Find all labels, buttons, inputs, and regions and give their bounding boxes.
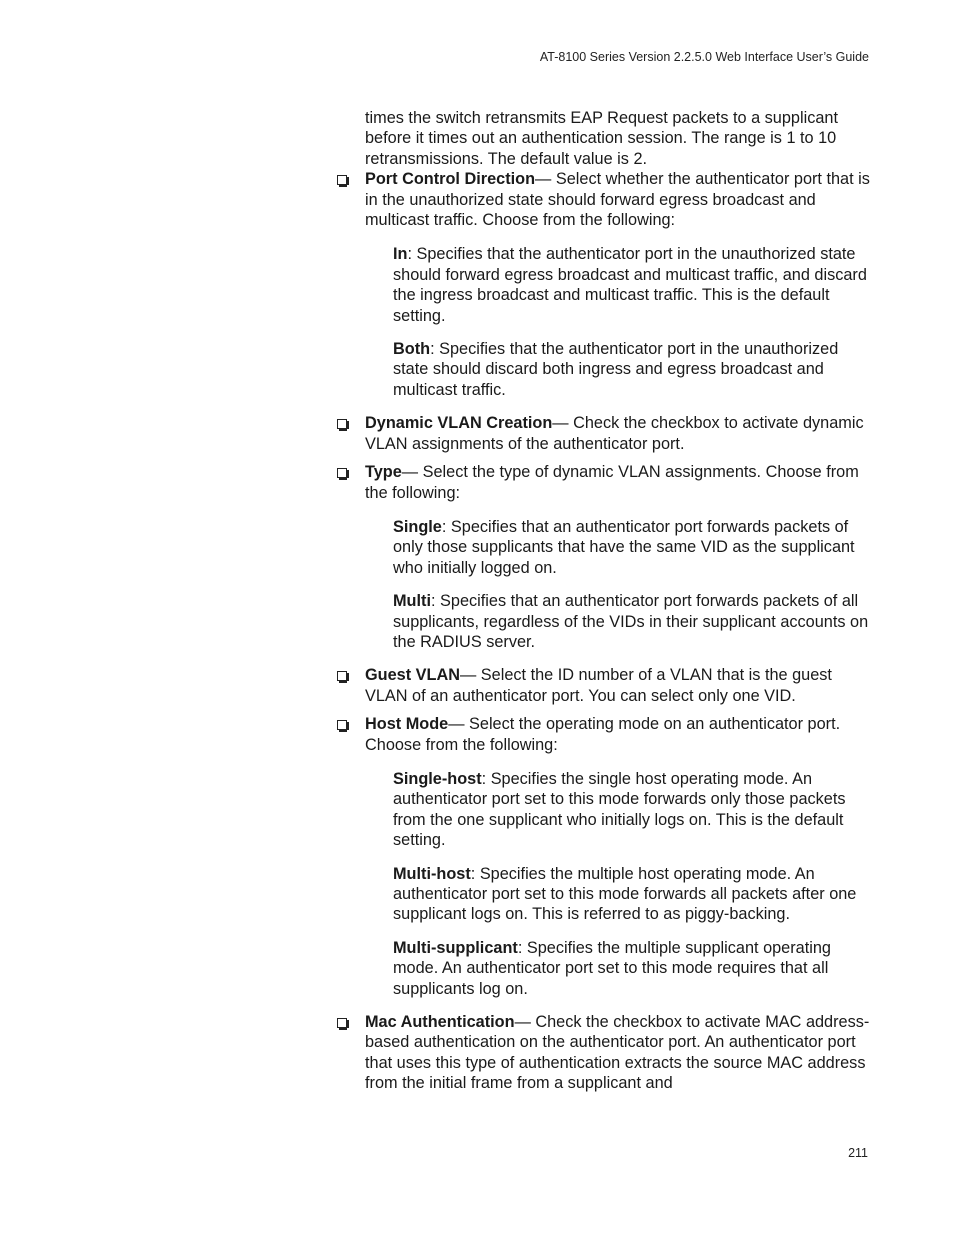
- option-item: [393, 769, 870, 851]
- list-item: [365, 665, 870, 706]
- checkbox-bullet-icon: [337, 720, 347, 730]
- option-item: [393, 517, 870, 578]
- option-text: : Specifies the multiple supplicant operating mode. An authenticator port set to this mode requires that all supplicants log on.: [393, 938, 831, 998]
- item-text: — Select the ID number of a VLAN that is the guest VLAN of an authenticator port. You can select only one VID.: [365, 666, 832, 705]
- item-text: — Select the type of dynamic VLAN assignments. Choose from the following:: [365, 463, 859, 502]
- option-list: [393, 517, 870, 652]
- body-content: [365, 108, 870, 1102]
- item-term: Port Control Direction: [365, 170, 536, 189]
- option-term: Single-host: [393, 769, 482, 788]
- item-term: Dynamic VLAN Creation: [365, 414, 553, 433]
- option-item: [393, 591, 870, 652]
- item-text: — Check the checkbox to activate MAC address-based authentication on the authenticator port. An authenticator port that uses this type of authentication extracts the source MAC address from the initial frame from a supplicant and: [365, 1013, 870, 1093]
- item-term: Guest VLAN: [365, 666, 460, 685]
- checkbox-bullet-icon: [337, 1018, 347, 1028]
- option-text: : Specifies the multiple host operating mode. An authenticator port set to this mode forwards all packets after one supplicant logs on. This is referred to as piggy-backing.: [393, 864, 857, 924]
- item-term: Host Mode: [365, 715, 449, 734]
- checkbox-bullet-icon: [337, 671, 347, 681]
- checkbox-bullet-icon: [337, 419, 347, 429]
- option-term: Multi: [393, 592, 431, 611]
- checkbox-bullet-icon: [337, 175, 347, 185]
- list-item: [365, 169, 870, 400]
- option-text: : Specifies that an authenticator port forwards packets of only those supplicants that have the same VID as the supplicant who initially logged on.: [393, 517, 855, 577]
- item-term: Type: [365, 463, 402, 482]
- option-list: [393, 244, 870, 400]
- list-item: [365, 462, 870, 652]
- option-term: Single: [393, 517, 442, 536]
- page-number: 211: [848, 1146, 868, 1160]
- option-term: In: [393, 245, 408, 264]
- item-term: Mac Authentication: [365, 1013, 515, 1032]
- option-text: : Specifies that an authenticator port forwards packets of all supplicants, regardless of the VIDs in their supplicant accounts on the RADIUS server.: [393, 592, 869, 651]
- intro-paragraph: times the switch retransmits EAP Request packets to a supplicant before it times out an authentication session. The range is 1 to 10 retransmissions. The default value is 2.: [365, 109, 838, 168]
- item-text: — Select whether the authenticator port that is in the unauthorized state should forward egress broadcast and multicast traffic. Choose from the following:: [365, 170, 870, 230]
- option-term: Both: [393, 340, 431, 359]
- option-term: Multi-host: [393, 864, 471, 883]
- option-term: Multi-supplicant: [393, 938, 518, 957]
- list-item: [365, 714, 870, 999]
- option-item: [393, 938, 870, 999]
- option-item: [393, 864, 870, 925]
- option-item: [393, 244, 870, 326]
- list-item: [365, 1012, 870, 1094]
- running-header: AT-8100 Series Version 2.2.5.0 Web Interface User’s Guide: [539, 50, 869, 64]
- list-item: [365, 413, 870, 454]
- item-text: — Check the checkbox to activate dynamic VLAN assignments of the authenticator port.: [365, 414, 864, 453]
- option-text: : Specifies the single host operating mode. An authenticator port set to this mode forwards only those packets from the one supplicant who initially logs on. This is the default setting.: [393, 769, 846, 850]
- option-text: : Specifies that the authenticator port in the unauthorized state should forward egress broadcast and multicast traffic, and discard the ingress broadcast and multicast traffic. This is the default setting.: [393, 245, 867, 325]
- item-text: — Select the operating mode on an authenticator port. Choose from the following:: [365, 715, 841, 754]
- option-item: [393, 339, 870, 400]
- option-text: : Specifies that the authenticator port in the unauthorized state should discard both ingress and egress broadcast and multicast traffic.: [393, 340, 839, 399]
- option-list: [393, 769, 870, 999]
- checkbox-bullet-icon: [337, 468, 347, 478]
